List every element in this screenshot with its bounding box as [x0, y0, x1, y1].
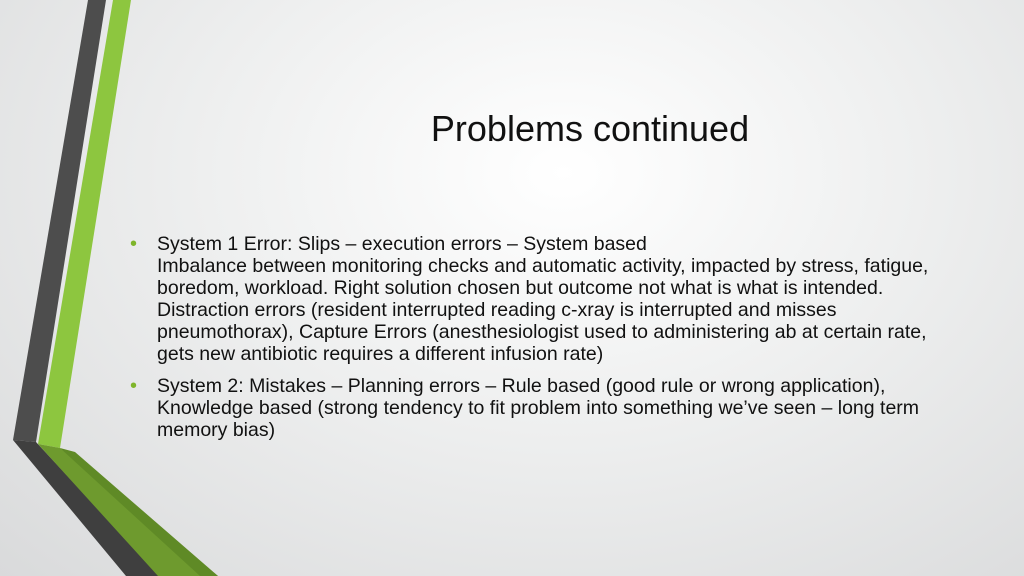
bullet-detail: Distraction errors (resident interrupted reading c-xray is interrupted and misses pneumothorax), Capture Errors (anesthesiologist used to administering ab at certain rate, gets new antibiotic requires a different infusion rate) — [157, 299, 927, 365]
bullet-heading: System 2: Mistakes – Planning errors – Rule based (good rule or wrong application), Knowledge based (strong tendency to fit problem into something we’ve seen – long term memory bias) — [157, 375, 920, 441]
bullet-list — [130, 233, 962, 451]
bullet-detail: Imbalance between monitoring checks and automatic activity, impacted by stress, fatigue, boredom, workload. Right solution chosen but outcome not what is what is intended. — [157, 255, 929, 299]
bullet-dot-icon: • — [130, 375, 138, 397]
bullet-heading: System 1 Error: Slips – execution errors – System based — [157, 233, 647, 255]
bullet-item-system-1 — [130, 233, 962, 365]
bullet-dot-icon: • — [130, 233, 138, 255]
bullet-item-system-2 — [130, 375, 962, 441]
slide-title: Problems continued — [430, 108, 750, 149]
